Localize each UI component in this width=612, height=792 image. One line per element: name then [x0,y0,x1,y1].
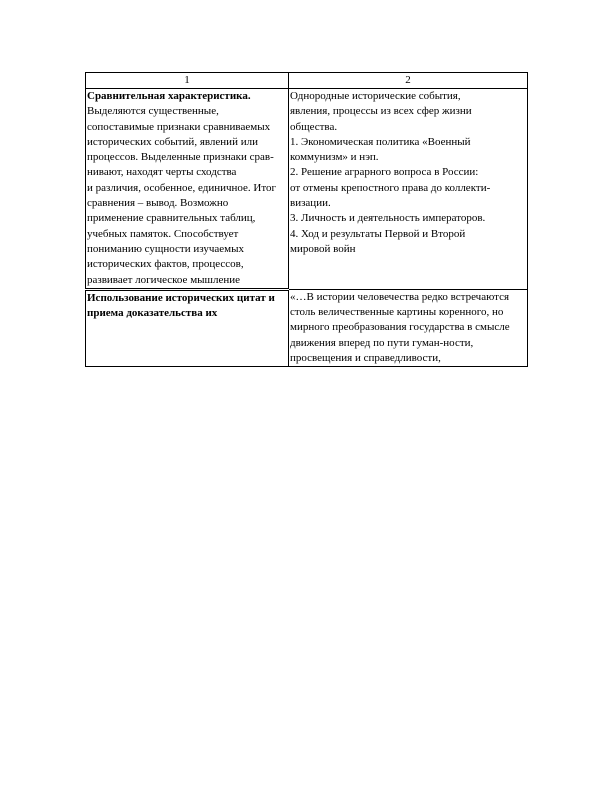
row1-example-line: от отмены крепостного права до коллекти- [290,181,491,194]
row1-method-line: учебных памяток. Способствует [87,227,239,240]
row2-quote-cell [289,289,528,366]
row2-method-cell [86,289,289,366]
table-row [86,89,528,290]
row1-example-line: коммунизм» и нэп. [290,151,379,164]
row1-method-title: Сравнительная характеристика. [87,90,251,102]
header-cell-1: 1 [86,73,289,89]
row1-example-line: визации. [290,197,331,210]
row2-quote-line: столь величественные картины коренного, но [290,306,504,319]
row1-method-line: и различия, особенное, единичное. Итог [87,181,277,194]
row2-quote-line: просвещения и справедливости, [290,352,441,365]
row1-method-line: применение сравнительных таблиц, [87,212,256,225]
row1-method-line: развивает логическое мышление [87,273,241,286]
row1-method-line: пониманию сущности изучаемых [87,242,245,255]
row1-example-line: мировой войн [290,242,356,255]
row2-method-title: Использование исторических цитат и [87,291,275,304]
row1-method-line: сопоставимые признаки сравниваемых [87,120,271,133]
row1-example-line: 1. Экономическая политика «Военный [290,135,471,148]
row1-example-line: 2. Решение аграрного вопроса в России: [290,166,479,179]
header-cell-2: 2 [289,73,528,89]
row1-method-line: сравнения – вывод. Возможно [87,197,229,210]
content-table [85,72,528,367]
row1-example-line: явления, процессы из всех сфер жизни [290,105,472,118]
row1-examples-cell [289,89,528,290]
row1-method-line: исторических фактов, процессов, [87,258,244,271]
row2-quote-line: «…В истории человечества редко встречаются [290,290,510,303]
row2-quote-line: движения вперед по пути гуман-ности, [290,336,474,349]
row1-method-cell [86,89,289,290]
row1-example-line: Однородные исторические события, [290,90,461,102]
row1-method-line: нивают, находят черты сходства [87,166,237,179]
row1-method-line: исторических событий, явлений или [87,135,258,148]
row1-example-line: 4. Ход и результаты Первой и Второй [290,227,466,240]
row1-example-line: общества. [290,120,338,133]
table-header-row [86,73,528,89]
row1-method-line: Выделяются существенные, [87,105,219,118]
row1-example-line: 3. Личность и деятельность императоров. [290,212,486,225]
row2-method-title: приема доказательства их [87,307,218,320]
row2-quote-line: мирного преобразования государства в смысле [290,321,510,334]
row1-method-line: процессов. Выделенные признаки срав- [87,151,274,164]
table-row [86,289,528,366]
